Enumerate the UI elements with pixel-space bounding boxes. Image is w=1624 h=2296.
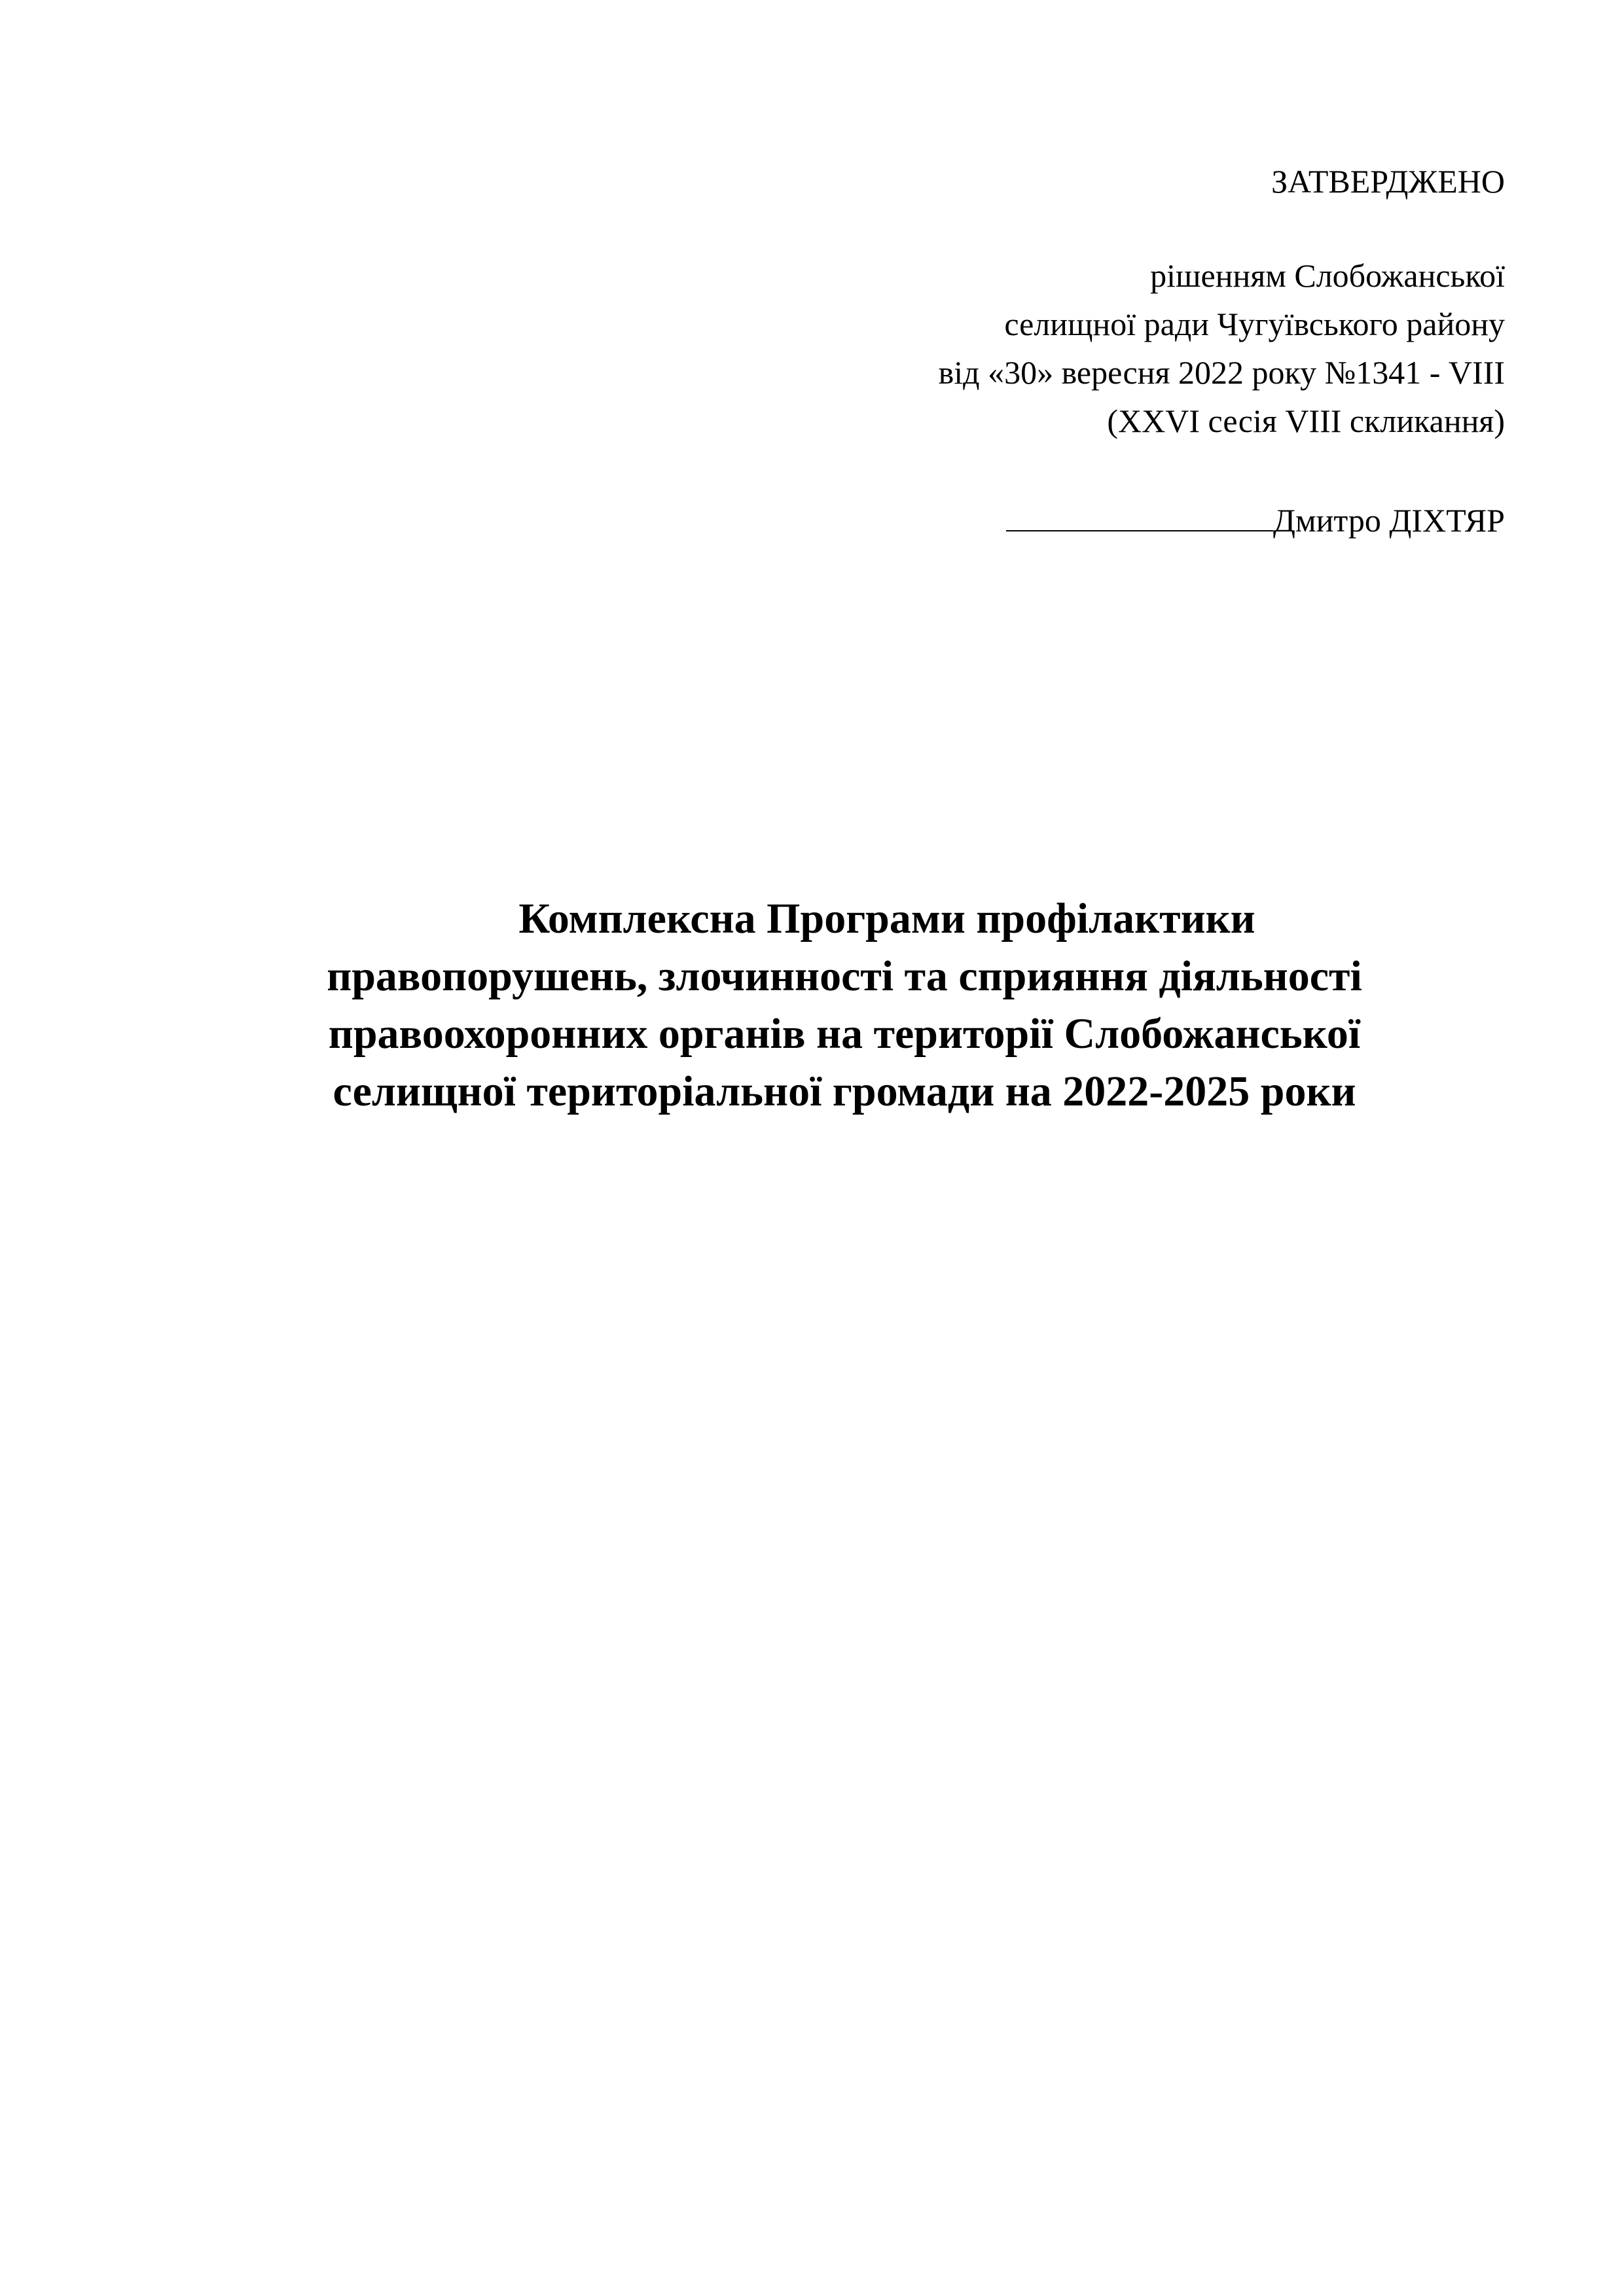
signatory-name: Дмитро ДІХТЯР: [1272, 502, 1505, 539]
approval-block: [719, 157, 1505, 545]
signature-row: [719, 496, 1505, 545]
decision-line: селищної ради Чугуївського району: [1004, 306, 1505, 342]
document-title: [196, 890, 1492, 1121]
decision-line: (XXVI сесія VIII скликання): [1107, 403, 1505, 439]
signature-line: [1006, 499, 1273, 531]
title-line: Комплексна Програми профілактики: [518, 895, 1255, 942]
decision-line: від «30» вересня 2022 року №1341 - VIII: [938, 354, 1505, 391]
title-line: правоохоронних органів на території Слобожанської: [328, 1010, 1361, 1058]
decision-reference: [719, 251, 1505, 445]
approved-stamp-word: ЗАТВЕРДЖЕНО: [1271, 163, 1505, 200]
decision-line: рішенням Слобожанської: [1150, 257, 1505, 294]
title-line: правопорушень, злочинності та сприяння діяльності: [327, 952, 1362, 1000]
title-line: селищної територіальної громади на 2022-2025 роки: [333, 1067, 1356, 1115]
